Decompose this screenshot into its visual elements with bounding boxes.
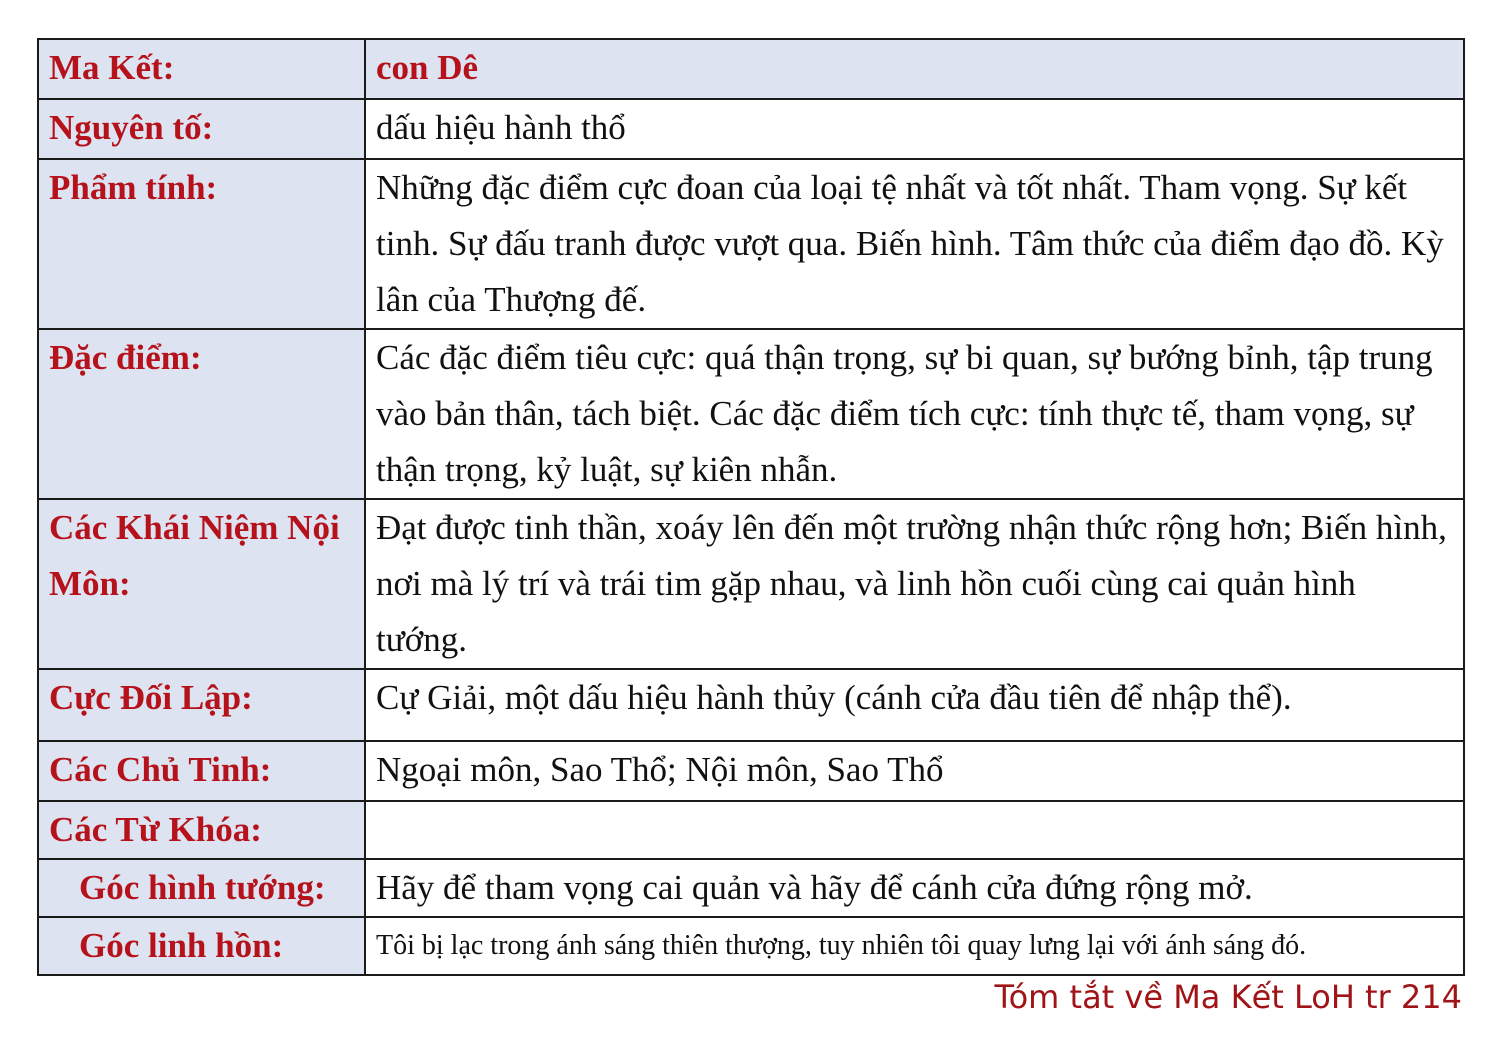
row-label-traits: Đặc điểm: bbox=[38, 329, 365, 499]
table-row bbox=[38, 669, 1464, 741]
row-value-esoteric-concepts: Đạt được tinh thần, xoáy lên đến một trường nhận thức rộng hơn; Biến hình, nơi mà lý trí và trái tim gặp nhau, và linh hồn cuối cùng cai quản hình tướng. bbox=[365, 499, 1464, 669]
row-label-sign: Ma Kết: bbox=[38, 39, 365, 99]
row-label-keywords: Các Từ Khóa: bbox=[38, 801, 365, 859]
row-label-element: Nguyên tố: bbox=[38, 99, 365, 159]
table-row bbox=[38, 499, 1464, 669]
table-row bbox=[38, 329, 1464, 499]
row-label-rulers: Các Chủ Tinh: bbox=[38, 741, 365, 801]
table-row bbox=[38, 801, 1464, 859]
table-row bbox=[38, 741, 1464, 801]
table-row bbox=[38, 859, 1464, 917]
row-value-sign: con Dê bbox=[365, 39, 1464, 99]
table-row bbox=[38, 39, 1464, 99]
row-value-traits: Các đặc điểm tiêu cực: quá thận trọng, sự bi quan, sự bướng bỉnh, tập trung vào bản thân, tách biệt. Các đặc điểm tích cực: tính thực tế, tham vọng, sự thận trọng, kỷ luật, sự kiên nhẫn. bbox=[365, 329, 1464, 499]
capricorn-summary-table bbox=[37, 38, 1465, 976]
row-label-soul-keyword: Góc linh hồn: bbox=[38, 917, 365, 975]
table-row bbox=[38, 917, 1464, 975]
row-label-opposite-pole: Cực Đối Lập: bbox=[38, 669, 365, 741]
row-value-soul-keyword: Tôi bị lạc trong ánh sáng thiên thượng, tuy nhiên tôi quay lưng lại với ánh sáng đó. bbox=[365, 917, 1464, 975]
row-value-form-keyword: Hãy để tham vọng cai quản và hãy để cánh cửa đứng rộng mở. bbox=[365, 859, 1464, 917]
row-label-esoteric-concepts: Các Khái Niệm Nội Môn: bbox=[38, 499, 365, 669]
table-row bbox=[38, 99, 1464, 159]
table-row bbox=[38, 159, 1464, 329]
row-value-qualities: Những đặc điểm cực đoan của loại tệ nhất và tốt nhất. Tham vọng. Sự kết tinh. Sự đấu tranh được vượt qua. Biến hình. Tâm thức của điểm đạo đồ. Kỳ lân của Thượng đế. bbox=[365, 159, 1464, 329]
source-caption: Tóm tắt về Ma Kết LoH tr 214 bbox=[994, 978, 1462, 1016]
row-value-element: dấu hiệu hành thổ bbox=[365, 99, 1464, 159]
row-value-keywords bbox=[365, 801, 1464, 859]
row-value-opposite-pole: Cự Giải, một dấu hiệu hành thủy (cánh cửa đầu tiên để nhập thể). bbox=[365, 669, 1464, 741]
row-label-qualities: Phẩm tính: bbox=[38, 159, 365, 329]
row-value-rulers: Ngoại môn, Sao Thổ; Nội môn, Sao Thổ bbox=[365, 741, 1464, 801]
row-label-form-keyword: Góc hình tướng: bbox=[38, 859, 365, 917]
